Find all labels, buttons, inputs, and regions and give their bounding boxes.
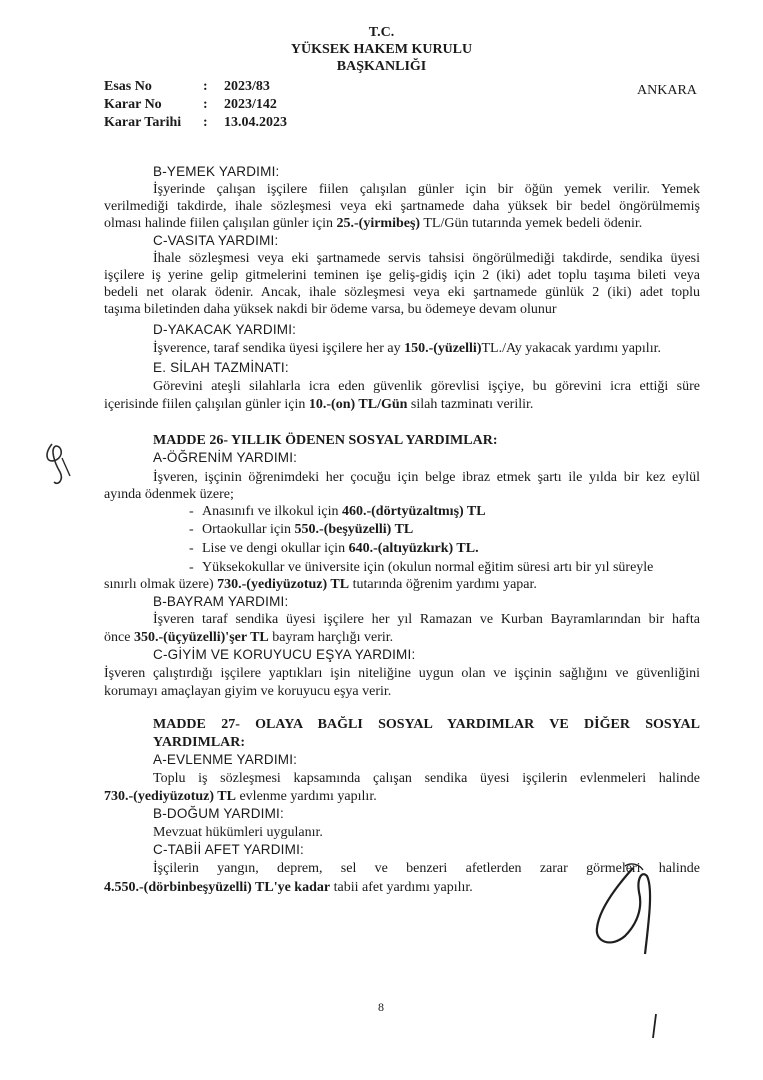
esas-value: 2023/83 <box>224 79 270 94</box>
bullet-dash: - <box>189 522 194 537</box>
afet-line-1: İşçilerin yangın, deprem, sel ve benzeri afetlerden zarar görmeleri halinde <box>153 861 700 876</box>
esas-label: Esas No <box>104 79 152 94</box>
bullet-unit: TL. <box>453 541 479 556</box>
bayram-line-1: İşveren taraf sendika üyesi işçilere her yıl Ramazan ve Kurban Bayramlarından bir hafta <box>153 612 700 627</box>
silah-text-end: silah tazminatı verilir. <box>407 397 534 412</box>
yakacak-text-end: TL./Ay yakacak yardımı yapılır. <box>481 341 661 356</box>
bullet-amount: 730.-(yediyüzotuz) TL <box>217 577 350 592</box>
bullet-anasinifi <box>202 504 486 520</box>
header-city: ANKARA <box>637 83 697 98</box>
handwritten-initial <box>38 440 78 490</box>
madde-27-title-line-2: YARDIMLAR: <box>153 735 246 750</box>
evlenme-amount: 730.-(yediyüzotuz) TL <box>104 789 236 804</box>
yemek-heading: B-YEMEK YARDIMI: <box>153 164 280 179</box>
yakacak-heading: D-YAKACAK YARDIMI: <box>153 322 297 337</box>
silah-line-2 <box>104 397 533 413</box>
silah-line-1: Görevini ateşli silahlarla icra eden güvenlik görevlisi işçiye, bu görevini icra ettiği süre <box>153 379 700 394</box>
silah-text: içerisinde fiilen çalışılan günler için <box>104 397 309 412</box>
bullet-amount: 550.-(beşyüzelli) TL <box>294 522 414 537</box>
header-institution: YÜKSEK HAKEM KURULU <box>290 42 473 57</box>
esas-sep: : <box>203 79 208 94</box>
afet-amount: 4.550.-(dörbinbeşyüzelli) TL'ye kadar <box>104 880 331 895</box>
bullet-universite: Yüksekokullar ve üniversite için (okulun normal eğitim süresi artı bir yıl süreyle <box>202 560 654 575</box>
afet-line-2 <box>104 880 473 896</box>
bullet-dash: - <box>189 541 194 556</box>
yemek-text: olması halinde fiilen çalışılan günler için <box>104 216 337 231</box>
bullet-amount: 460.-(dörtyüzaltmış) TL <box>341 504 486 519</box>
karar-label: Karar No <box>104 97 162 112</box>
header-presidency: BAŞKANLIĞI <box>336 59 427 74</box>
ogrenim-line-1: İşveren, işçinin öğrenimdeki her çocuğu için belge ibraz etmek şartı ile yılda bir kez eylül <box>153 470 700 485</box>
bullet-text: Lise ve dengi okullar için <box>202 541 349 556</box>
karar-value: 2023/142 <box>224 97 277 112</box>
yemek-text-end: TL/Gün tutarında yemek bedeli ödenir. <box>420 216 643 231</box>
bullet-text: Anasınıfı ve ilkokul için <box>202 504 342 519</box>
yemek-amount: 25.-(yirmibeş) <box>336 216 421 231</box>
yemek-line-2: verilmediği takdirde, ihale sözleşmesi veya eki şartnamede daha yüksek bir bedel öngörülmemiş <box>104 199 700 214</box>
yakacak-text: İşverence, taraf sendika üyesi işçilere her ay <box>153 341 405 356</box>
yemek-line-3 <box>104 216 642 232</box>
vasita-heading: C-VASITA YARDIMI: <box>153 233 279 248</box>
handwritten-signature <box>585 858 675 968</box>
madde-26-title: MADDE 26- YILLIK ÖDENEN SOSYAL YARDIMLAR: <box>153 433 498 448</box>
afet-heading: C-TABİİ AFET YARDIMI: <box>153 842 304 857</box>
silah-heading: E. SİLAH TAZMİNATI: <box>153 360 289 375</box>
dogum-heading: B-DOĞUM YARDIMI: <box>153 806 284 821</box>
tarih-value: 13.04.2023 <box>224 115 287 130</box>
dogum-line-1: Mevzuat hükümleri uygulanır. <box>153 825 323 840</box>
bayram-heading: B-BAYRAM YARDIMI: <box>153 594 289 609</box>
bullet-amount: 640.-(altıyüzkırk) <box>348 541 454 556</box>
madde-27-title: MADDE 27- OLAYA BAĞLI SOSYAL YARDIMLAR VE DİĞER SOSYAL <box>153 717 700 732</box>
giyim-line-1: İşveren çalıştırdığı işçilere yaptıkları işin niteliğine uygun olan ve işçinin sağlığını ve güvenliğini <box>104 666 700 681</box>
bullet-universite-line-2 <box>104 577 537 593</box>
bullet-dash: - <box>189 560 194 575</box>
page-number: 8 <box>378 1000 384 1014</box>
bullet-lise <box>202 541 479 557</box>
bullet-text: Ortaokullar için <box>202 522 295 537</box>
giyim-heading: C-GİYİM VE KORUYUCU EŞYA YARDIMI: <box>153 647 416 662</box>
yakacak-line-1 <box>153 341 661 357</box>
evlenme-line-1: Toplu iş sözleşmesi kapsamında çalışan sendika üyesi işçilerin evlenmeleri halinde <box>153 771 700 786</box>
yemek-line-1: İşyerinde çalışan işçilere fiilen çalışılan günler için bir öğün yemek verilir. Yemek <box>153 182 700 197</box>
bullet-text: sınırlı olmak üzere) <box>104 577 218 592</box>
ogrenim-heading: A-ÖĞRENİM YARDIMI: <box>153 450 298 465</box>
header-tc: T.C. <box>368 25 395 40</box>
bayram-amount: 350.-(üçyüzelli)'şer TL <box>133 630 269 645</box>
afet-text: tabii afet yardımı yapılır. <box>330 880 473 895</box>
silah-amount: 10.-(on) TL/Gün <box>308 397 408 412</box>
giyim-line-2: korumayı amaçlayan giyim ve koruyucu eşya verir. <box>104 684 392 699</box>
bullet-ortaokul <box>202 522 413 538</box>
evlenme-heading: A-EVLENME YARDIMI: <box>153 752 298 767</box>
vasita-line-1: İhale sözleşmesi veya eki şartnamede servis tahsisi öngörülmediği takdirde, sendika üyesi <box>153 251 700 266</box>
yakacak-amount: 150.-(yüzelli) <box>404 341 482 356</box>
bayram-text: önce <box>104 630 134 645</box>
tarih-sep: : <box>203 115 208 130</box>
tarih-label: Karar Tarihi <box>104 115 182 130</box>
bullet-dash: - <box>189 504 194 519</box>
ogrenim-line-2: ayında ödenmek üzere; <box>104 487 234 502</box>
bayram-text-end: bayram harçlığı verir. <box>268 630 394 645</box>
handwritten-stroke <box>650 1012 660 1040</box>
vasita-line-4: taşıma biletinden daha yüksek nakdi bir ödeme varsa, bu ödemeye devam olunur <box>104 302 557 317</box>
evlenme-text: evlenme yardımı yapılır. <box>235 789 377 804</box>
evlenme-line-2 <box>104 789 377 805</box>
karar-sep: : <box>203 97 208 112</box>
vasita-line-2: işçilere iş yerine gelip gitmelerini teminen işe geliş-gidiş için 2 (iki) adet toplu taşıma bileti veya <box>104 268 700 283</box>
bayram-line-2 <box>104 630 393 646</box>
vasita-line-3: bedeli net olarak ödenir. Ancak, ihale sözleşmesi veya eki şartnamede günlük 2 (iki) adet toplu <box>104 285 700 300</box>
bullet-text-end: tutarında öğrenim yardımı yapar. <box>349 577 537 592</box>
